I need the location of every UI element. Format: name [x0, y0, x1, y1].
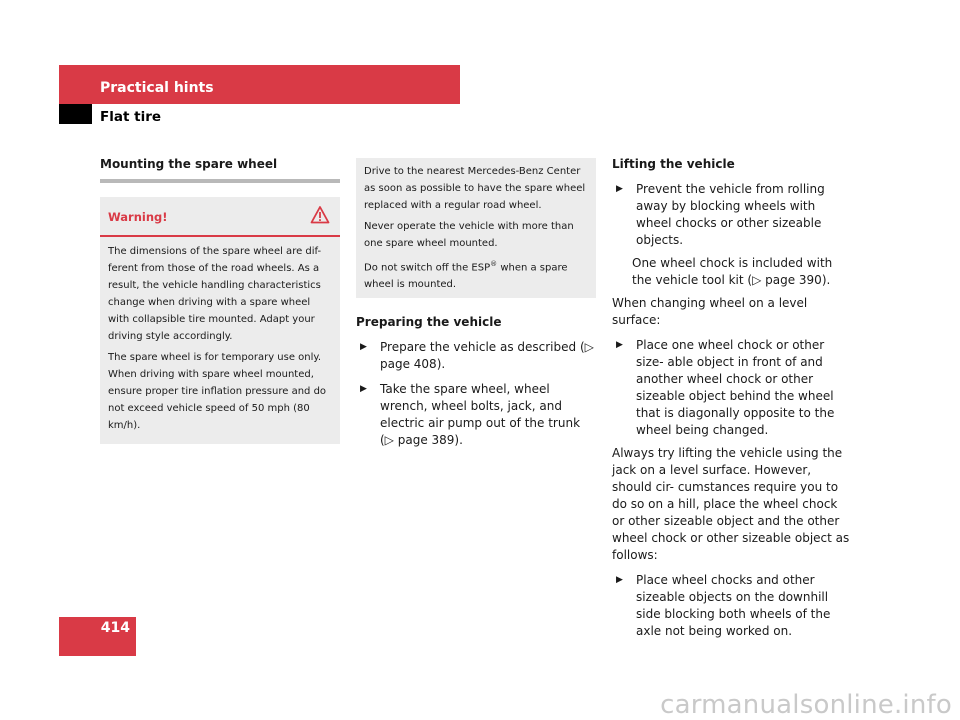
bullet-arrow-icon: ▶ — [616, 340, 623, 350]
middle-column — [356, 158, 596, 449]
bullet-arrow-icon: ▶ — [616, 575, 623, 585]
page-subtitle: Flat tire — [100, 109, 162, 125]
warning-label: Warning! — [108, 210, 168, 224]
page-title: Practical hints — [100, 80, 214, 96]
list-item-text: Place one wheel chock or other size- able object in front of and another wheel chock or other sizeable object behind the wheel that is diagonally opposite to the wheel being changed. — [636, 338, 835, 437]
section-heading: Mounting the spare wheel — [100, 157, 278, 171]
warning-box — [100, 197, 340, 444]
info-text: Drive to the nearest Mercedes-Benz Center as soon as possible to have the spare wheel replaced with a regular road wheel. — [364, 166, 586, 211]
bullet-arrow-icon: ▶ — [360, 384, 367, 395]
section-heading: Lifting the vehicle — [612, 157, 735, 171]
heading-rule — [100, 179, 340, 183]
list-item-text: Take the spare wheel, wheel wrench, wheel bolts, jack, and electric air pump out of the trunk (▷ page 389). — [380, 382, 581, 448]
body-text: Always try lifting the vehicle using the jack on a level surface. However, should cir- cumstances require you to do so on a hill, place the wheel chock or other sizeable object and the other wheel chock or other sizeable object as follows: — [612, 446, 850, 562]
list-item — [356, 381, 596, 449]
warning-triangle-icon — [310, 205, 330, 230]
warning-text: The dimensions of the spare wheel are dif- ferent from those of the road wheels. As a result, the vehicle handling characteristics change when driving with a spare wheel with collapsible tire mounted. Adapt your driving style accordingly. — [108, 246, 322, 342]
list-item-text: Place wheel chocks and other sizeable objects on the downhill side blocking both wheels of the axle not being worked on. — [636, 573, 831, 638]
list-item — [612, 572, 852, 640]
list-item-text: Prepare the vehicle as described (▷ page 408). — [380, 340, 594, 372]
info-text: Do not switch off the ESP® when a spare wheel is mounted. — [364, 260, 568, 291]
section-heading: Preparing the vehicle — [356, 315, 502, 330]
list-item — [356, 339, 596, 373]
list-item — [612, 181, 852, 249]
info-text: Never operate the vehicle with more than one spare wheel mounted. — [364, 221, 574, 249]
info-box — [356, 158, 596, 298]
note-text: One wheel chock is included with the vehicle tool kit (▷ page 390). — [632, 256, 833, 287]
warning-text: The spare wheel is for temporary use only. When driving with spare wheel mounted, ensure proper tire inflation pressure and do not exceed vehicle speed of 50 mph (80 km/h). — [108, 352, 327, 431]
page-number: 414 — [59, 617, 136, 656]
right-column — [612, 156, 852, 640]
header-marker — [59, 104, 92, 124]
list-item — [612, 337, 852, 439]
left-column — [100, 156, 340, 444]
bullet-arrow-icon: ▶ — [616, 184, 623, 194]
bullet-arrow-icon: ▶ — [360, 342, 367, 353]
watermark: carmanualsonline.info — [660, 690, 952, 720]
body-text: When changing wheel on a level surface: — [612, 296, 808, 327]
list-item-text: Prevent the vehicle from rolling away by blocking wheels with wheel chocks or other sizeable objects. — [636, 182, 825, 247]
